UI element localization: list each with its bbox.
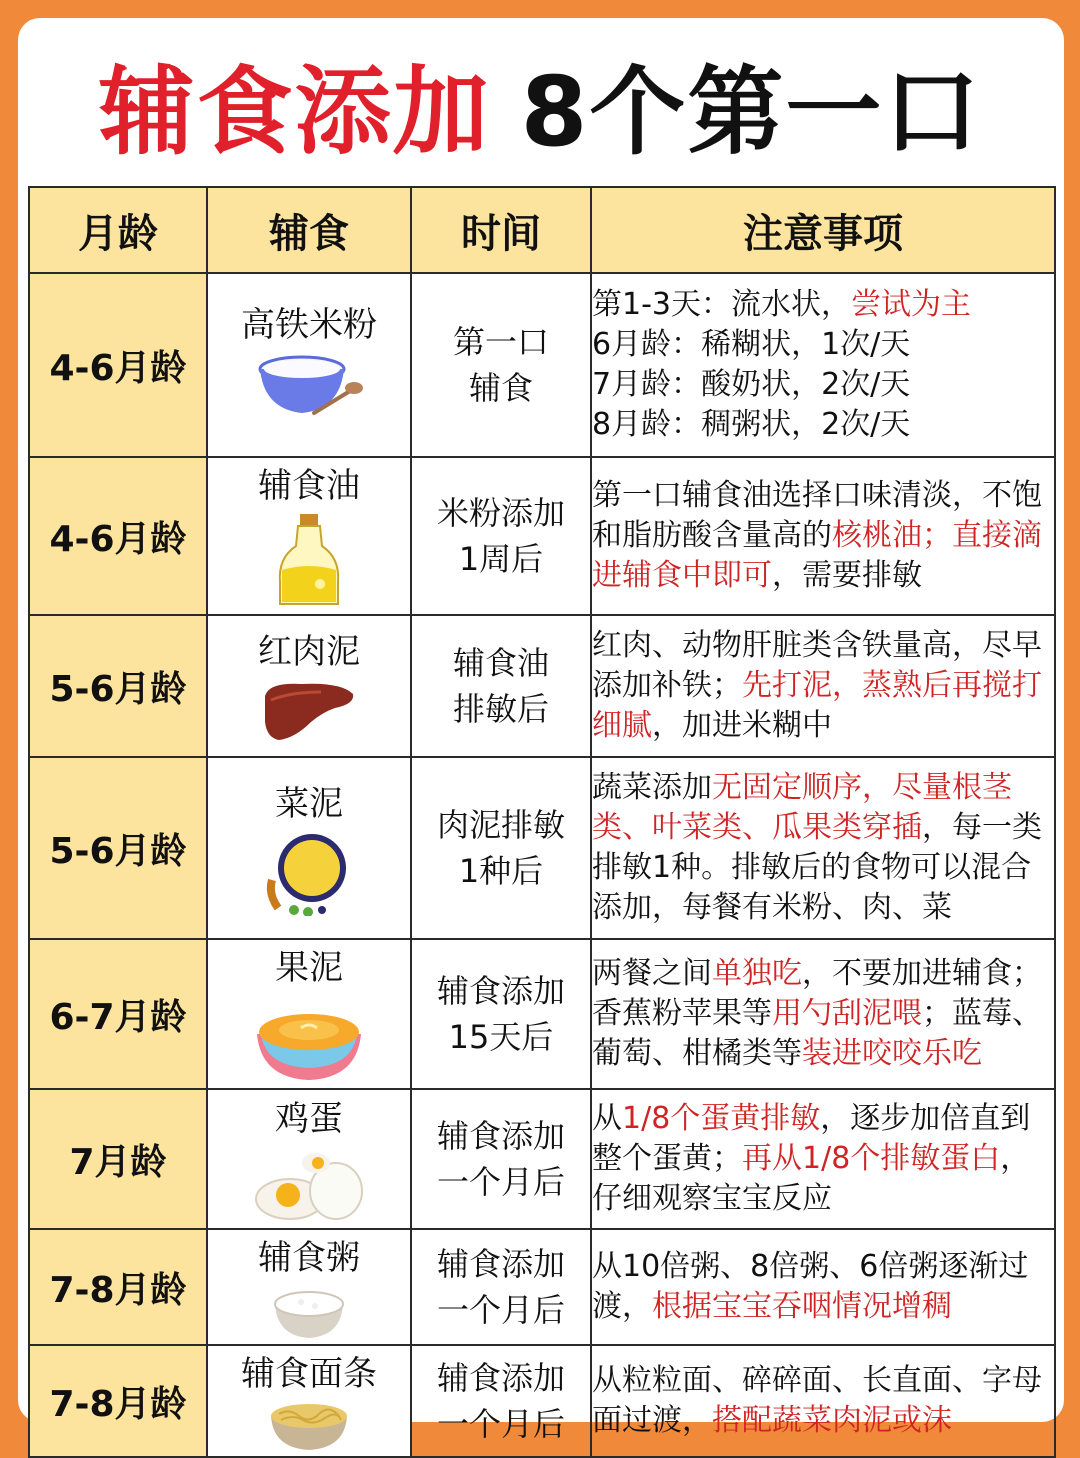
header-age: 月龄	[29, 187, 207, 273]
food-name: 红肉泥	[258, 632, 360, 672]
food-cell	[207, 273, 411, 457]
time-line: 米粉添加	[436, 494, 565, 532]
time-line: 辅食添加	[436, 972, 565, 1010]
note-text: 面过渡，	[592, 1403, 712, 1438]
porridge-bowl-icon	[208, 1284, 410, 1344]
note-text: 葡萄、柑橘类等	[592, 1036, 802, 1071]
note-text: 从10倍粥、8倍粥、6倍粥逐渐过	[592, 1249, 1029, 1284]
time-cell	[411, 615, 591, 757]
highlight-text: 无固定顺序，尽量根茎	[712, 770, 1012, 805]
notes-line	[592, 476, 1054, 516]
age-cell: 5-6月龄	[29, 757, 207, 939]
notes-line	[592, 365, 1054, 405]
notes-line	[592, 994, 1054, 1034]
boiled-egg-icon	[208, 1145, 410, 1227]
note-text: 仔细观察宝宝反应	[592, 1181, 832, 1216]
title-black-part: 8个第一口	[520, 56, 982, 168]
notes-cell	[591, 273, 1055, 457]
notes-line	[592, 556, 1054, 596]
food-cell	[207, 457, 411, 615]
age-cell: 5-6月龄	[29, 615, 207, 757]
age-cell: 7月龄	[29, 1089, 207, 1229]
food-cell	[207, 757, 411, 939]
notes-line	[592, 888, 1054, 928]
notes-cell	[591, 1345, 1055, 1457]
header-time: 时间	[411, 187, 591, 273]
noodle-bowl-icon	[208, 1400, 410, 1456]
note-text: ，需要排敏	[772, 558, 922, 593]
header-notes: 注意事项	[591, 187, 1055, 273]
table-row	[29, 273, 1055, 457]
note-text: 7月龄：酸奶状，2次/天	[592, 367, 911, 402]
table-row	[29, 1229, 1055, 1345]
time-line: 1周后	[458, 540, 544, 578]
food-cell	[207, 1229, 411, 1345]
note-text: 从粒粒面、碎碎面、长直面、字母	[592, 1363, 1042, 1398]
note-text: ；蓝莓、	[922, 996, 1042, 1031]
highlight-text: 搭配蔬菜肉泥或沫	[712, 1403, 952, 1438]
fruit-puree-bowl-icon	[208, 994, 410, 1088]
notes-line	[592, 1179, 1054, 1219]
time-cell	[411, 939, 591, 1089]
note-text: 8月龄：稠粥状，2次/天	[592, 407, 911, 442]
food-name: 菜泥	[275, 784, 343, 824]
liver-icon	[208, 678, 410, 748]
age-cell: 4-6月龄	[29, 457, 207, 615]
time-cell	[411, 1229, 591, 1345]
time-line: 1种后	[458, 852, 544, 890]
notes-line	[592, 768, 1054, 808]
note-text: 渡，	[592, 1289, 652, 1324]
notes-line	[592, 405, 1054, 445]
notes-cell	[591, 1229, 1055, 1345]
food-name: 果泥	[275, 948, 343, 988]
notes-line	[592, 1099, 1054, 1139]
note-text: 两餐之间	[592, 956, 712, 991]
food-cell	[207, 615, 411, 757]
time-line: 肉泥排敏	[436, 806, 565, 844]
time-cell	[411, 1089, 591, 1229]
note-text: ，逐步加倍直到	[820, 1101, 1031, 1136]
note-text: ，每一类	[922, 810, 1042, 845]
feeding-table	[28, 186, 1056, 1458]
food-name: 高铁米粉	[241, 305, 377, 345]
highlight-text: 尝试为主	[851, 287, 971, 322]
time-line: 排敏后	[452, 690, 549, 728]
table-row	[29, 1345, 1055, 1457]
notes-line	[592, 1139, 1054, 1179]
time-line: 一个月后	[436, 1405, 565, 1443]
highlight-text: 进辅食中即可	[592, 558, 772, 593]
title-red-part: 辅食添加	[98, 56, 491, 168]
notes-line	[592, 285, 1054, 325]
time-line: 第一口	[452, 323, 549, 361]
notes-line	[592, 706, 1054, 746]
time-line: 辅食添加	[436, 1245, 565, 1283]
time-line: 辅食油	[452, 644, 549, 682]
notes-line	[592, 848, 1054, 888]
highlight-text: 用勺刮泥喂	[772, 996, 922, 1031]
highlight-text: 类、叶菜类、瓜果类穿插	[592, 810, 922, 845]
table-row	[29, 1089, 1055, 1229]
note-text: 添加，每餐有米粉、肉、菜	[592, 890, 952, 925]
notes-line	[592, 1247, 1054, 1287]
note-text: 香蕉粉苹果等	[592, 996, 772, 1031]
time-line: 辅食添加	[436, 1117, 565, 1155]
notes-line	[592, 1361, 1054, 1401]
notes-line	[592, 325, 1054, 365]
table-row	[29, 457, 1055, 615]
highlight-text: 单独吃	[712, 956, 802, 991]
time-cell	[411, 1345, 591, 1457]
notes-cell	[591, 939, 1055, 1089]
highlight-text: 再从1/8个排敏蛋白	[742, 1141, 1001, 1176]
note-text: 红肉、动物肝脏类含铁量高，尽早	[592, 628, 1042, 663]
note-text: 第一口辅食油选择口味清淡，不饱	[592, 478, 1042, 513]
note-text: 第1-3天：流水状，	[592, 287, 851, 322]
highlight-text: 1/8个蛋黄排敏	[622, 1101, 821, 1136]
time-cell	[411, 457, 591, 615]
time-line: 一个月后	[436, 1291, 565, 1329]
food-name: 辅食粥	[258, 1238, 360, 1278]
time-line: 15天后	[448, 1018, 554, 1056]
header-food: 辅食	[207, 187, 411, 273]
notes-line	[592, 954, 1054, 994]
notes-line	[592, 1034, 1054, 1074]
highlight-text: 先打泥，蒸熟后再搅打	[742, 668, 1042, 703]
table-row	[29, 615, 1055, 757]
note-text: ，不要加进辅食；	[802, 956, 1042, 991]
time-line: 辅食添加	[436, 1359, 565, 1397]
notes-line	[592, 626, 1054, 666]
time-cell	[411, 757, 591, 939]
food-name: 辅食油	[258, 466, 360, 506]
oil-bottle-icon	[208, 512, 410, 614]
page-title	[0, 52, 1080, 172]
note-text: 和脂肪酸含量高的	[592, 518, 832, 553]
notes-cell	[591, 615, 1055, 757]
age-cell: 4-6月龄	[29, 273, 207, 457]
food-name: 辅食面条	[241, 1354, 377, 1394]
notes-cell	[591, 457, 1055, 615]
note-text: 排敏1种。排敏后的食物可以混合	[592, 850, 1032, 885]
notes-line	[592, 1287, 1054, 1327]
vegetable-plate-icon	[208, 830, 410, 920]
note-text: ，加进米糊中	[652, 708, 832, 743]
notes-line	[592, 1401, 1054, 1441]
time-cell	[411, 273, 591, 457]
note-text: 蔬菜添加	[592, 770, 712, 805]
age-cell: 7-8月龄	[29, 1345, 207, 1457]
notes-line	[592, 666, 1054, 706]
rice-cereal-bowl-icon	[208, 351, 410, 433]
note-text: 添加补铁；	[592, 668, 742, 703]
note-text: 6月龄：稀糊状，1次/天	[592, 327, 911, 362]
note-text: 整个蛋黄；	[592, 1141, 742, 1176]
food-name: 鸡蛋	[275, 1099, 343, 1139]
time-line: 辅食	[468, 369, 533, 407]
note-text: 从	[592, 1101, 622, 1136]
time-line: 一个月后	[436, 1163, 565, 1201]
highlight-text: 装进咬咬乐吃	[802, 1036, 982, 1071]
notes-line	[592, 516, 1054, 556]
notes-cell	[591, 1089, 1055, 1229]
table-header-row	[29, 187, 1055, 273]
note-text: ，	[1000, 1141, 1031, 1176]
notes-line	[592, 808, 1054, 848]
highlight-text: 核桃油；直接滴	[832, 518, 1042, 553]
age-cell: 7-8月龄	[29, 1229, 207, 1345]
age-cell: 6-7月龄	[29, 939, 207, 1089]
table-row	[29, 939, 1055, 1089]
highlight-text: 细腻	[592, 708, 652, 743]
notes-cell	[591, 757, 1055, 939]
highlight-text: 根据宝宝吞咽情况增稠	[652, 1289, 952, 1324]
food-cell	[207, 939, 411, 1089]
food-cell	[207, 1089, 411, 1229]
food-cell	[207, 1345, 411, 1457]
table-row	[29, 757, 1055, 939]
